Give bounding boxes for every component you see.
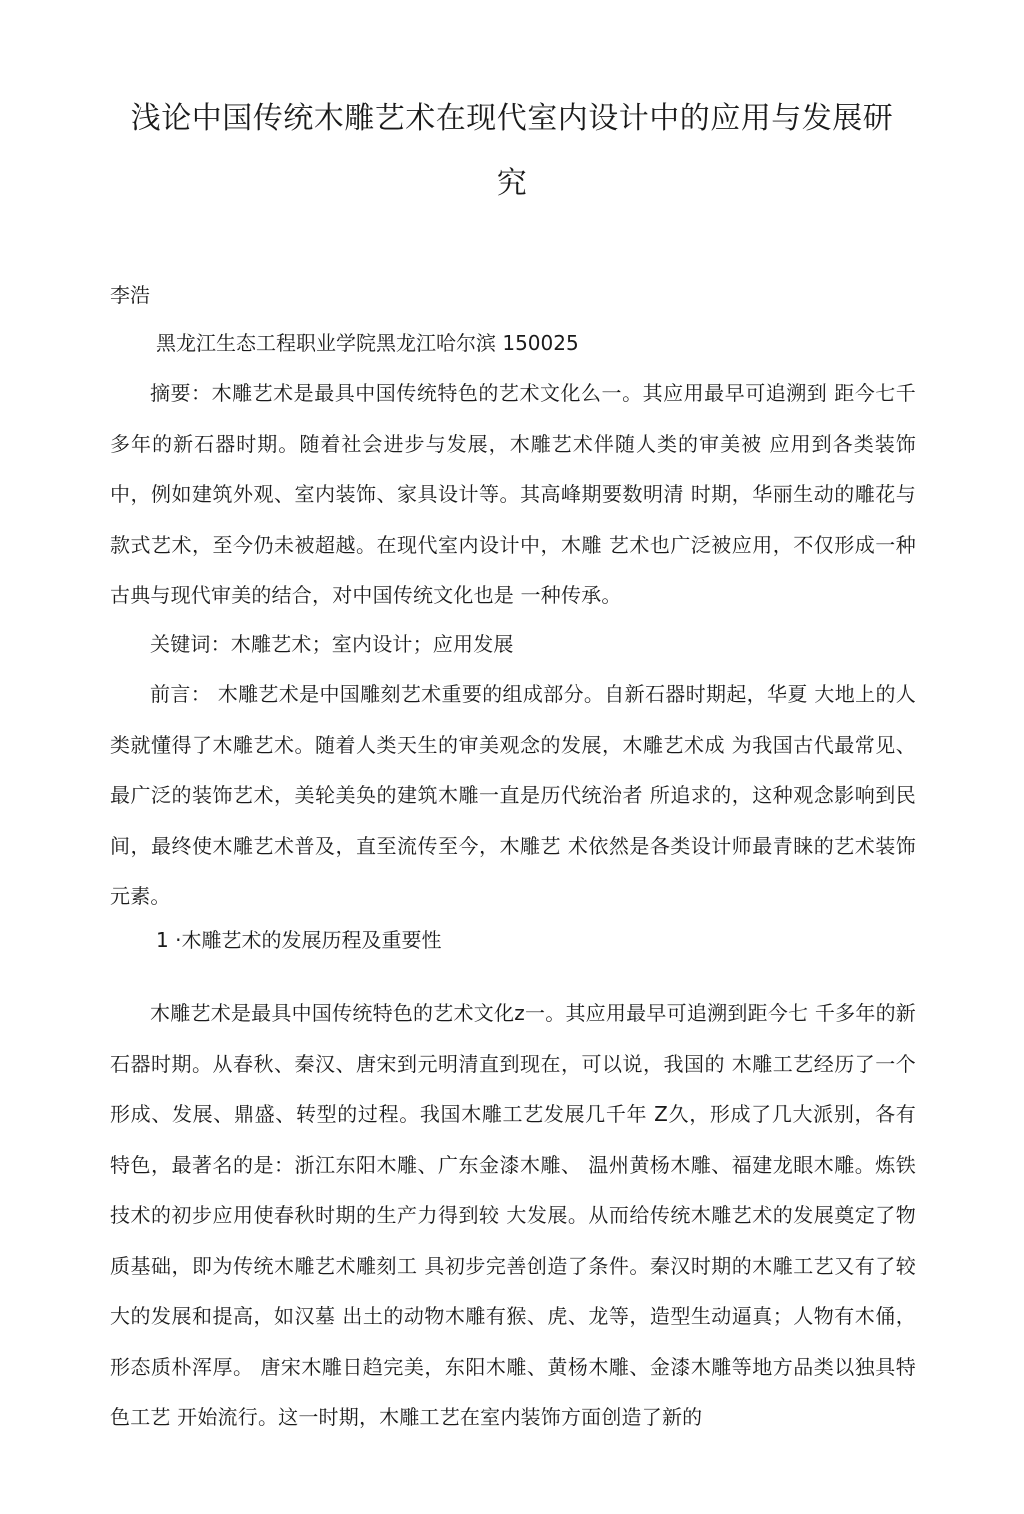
paper-title-line-1: 浅论中国传统木雕艺术在现代室内设计中的应用与发展研 [130, 101, 894, 136]
section-body-paragraph: 木雕艺术是最具中国传统特色的艺术文化z一。其应用最早可追溯到距今七 千多年的新石器时期。从春秋、秦汉、唐宋到元明清直到现在，可以说，我国的 木雕工艺经历了一个形成、发展、鼎盛、转型的过程。我国木雕工艺发展几千年 Z久，形成了几大派别，各有特色，最著名的是：浙江东阳木雕、广东金漆木雕、 温州黄杨木雕、福建龙眼木雕。炼铁技术的初步应用使春秋时期的生产力得到较 大发展。从而给传统木雕艺术的发展奠定了物质基础，即为传统木雕艺术雕刻工 具初步完善创造了条件。秦汉时期的木雕工艺又有了较大的发展和提高，如汉墓 出土的动物木雕有猴、虎、龙等，造型生动逼真；人物有木俑，形态质朴浑厚。 唐宋木雕日趋完美，东阳木雕、黄杨木雕、金漆木雕等地方品类以独具特色工艺 开始流行。这一时期，木雕工艺在室内装饰方面创造了新的 [110, 1001, 916, 1429]
preface-paragraph: 前言： 木雕艺术是中国雕刻艺术重要的组成部分。自新石器时期起，华夏 大地上的人类就懂得了木雕艺术。随着人类天生的审美观念的发展，木雕艺术成 为我国古代最常见、最广泛的装饰艺术，美轮美奂的建筑木雕一直是历代统治者 所追求的，这种观念影响到民间，最终使木雕艺术普及，直至流传至今，木雕艺 术依然是各类设计师最青睐的艺术装饰元素。 [110, 682, 916, 908]
paper-title-line-2: 究 [496, 166, 528, 201]
section-heading: 1 ·木雕艺术的发展历程及重要性 [156, 928, 442, 952]
author-affiliation: 黑龙江生态工程职业学院黑龙江哈尔滨 150025 [156, 331, 579, 355]
author-name: 李浩 [110, 283, 150, 307]
keywords-paragraph: 关键词：木雕艺术；室内设计；应用发展 [150, 632, 514, 656]
abstract-paragraph: 摘要：木雕艺术是最具中国传统特色的艺术文化么一。其应用最早可追溯到 距今七千多年的新石器时期。随着社会进步与发展，木雕艺术伴随人类的审美被 应用到各类装饰中，例如建筑外观、室内装饰、家具设计等。其高峰期要数明清 时期，华丽生动的雕花与款式艺术，至今仍未被超越。在现代室内设计中，木雕 艺术也广泛被应用，不仅形成一种古典与现代审美的结合，对中国传统文化也是 一种传承。 [110, 381, 916, 607]
